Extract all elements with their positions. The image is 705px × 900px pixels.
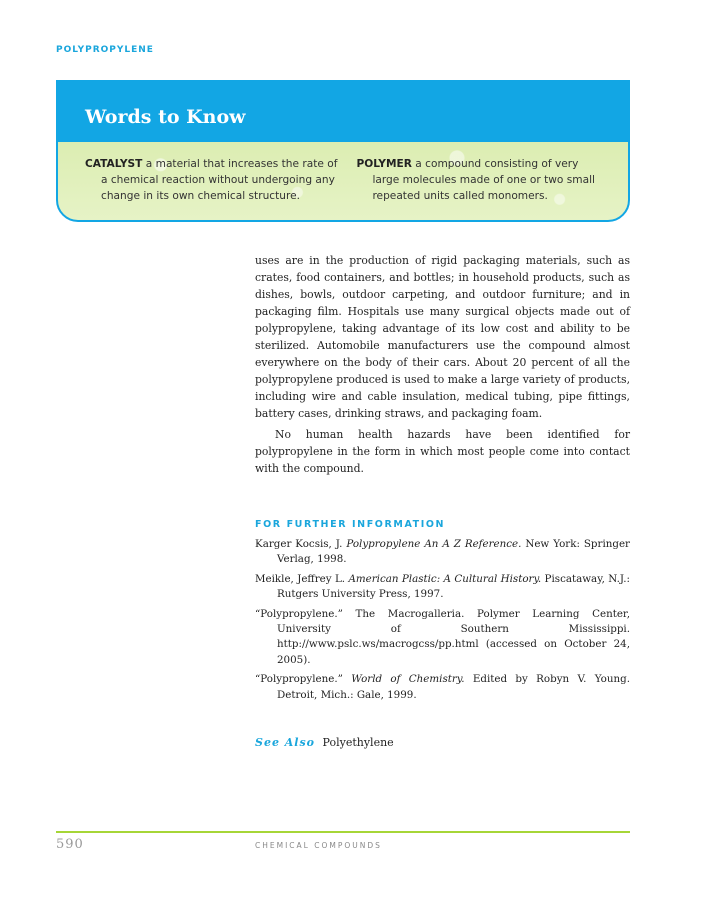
reference-item: [255, 607, 630, 669]
body-text: [255, 252, 630, 481]
reference-item: [255, 672, 630, 703]
reference-title: American Plastic: A Cultural History.: [348, 572, 542, 585]
reference-item: [255, 537, 630, 568]
body-paragraph: No human health hazards have been identified for polypropylene in the form in which most people come into contact with the compound.: [255, 428, 630, 475]
words-to-know-title: Words to Know: [85, 106, 246, 128]
reference-list: [255, 537, 630, 707]
definition-catalyst: [85, 156, 338, 204]
definitions: [85, 156, 608, 204]
further-info-heading: FOR FURTHER INFORMATION: [255, 519, 446, 530]
reference-publication: Piscataway, N.J.: Rutgers University Press, 1997.: [277, 572, 630, 601]
definition-text: a compound consisting of very large molecules made of one or two small repeated units called monomers.: [372, 158, 595, 202]
reference-publication: Edited by Robyn V. Young. Detroit, Mich.: Gale, 1999.: [277, 673, 630, 701]
definition-polymer: [356, 156, 608, 204]
book-title: CHEMICAL COMPOUNDS: [255, 841, 382, 850]
page-number: 590: [56, 837, 84, 852]
definition-term: POLYMER: [356, 158, 412, 170]
reference-item: [255, 572, 630, 603]
see-also-link[interactable]: Polyethylene: [322, 736, 394, 749]
reference-author: “Polypropylene.”: [255, 673, 352, 686]
reference-publication: New York: Springer Verlag, 1998.: [277, 538, 630, 566]
see-also: [255, 736, 394, 749]
footer-rule: [56, 831, 630, 833]
see-also-label: See Also: [255, 736, 316, 749]
body-paragraph: uses are in the production of rigid packaging materials, such as crates, food containers, and bottles; in household products, such as dishes, bowls, outdoor carpeting, and outdoor furniture; and in packaging film. Hospitals use many surgical objects made out of polypropylene, taking advantage of its low cost and ability to be sterilized. Automobile manufacturers use the compound almost everywhere on the body of their cars. About 20 percent of all the polypropylene produced is used to make a large variety of products, including wire and cable insulation, medical tubing, pipe fittings, battery cases, drinking straws, and packaging foam.: [255, 254, 630, 420]
reference-text: “Polypropylene.” The Macrogalleria. Polymer Learning Center, University of Southern Mississippi. http://www.pslc.ws/macrogcss/pp.html (accessed on October 24, 2005).: [255, 607, 630, 666]
running-head: POLYPROPYLENE: [56, 45, 154, 55]
reference-author: Meikle, Jeffrey L.: [255, 572, 349, 585]
words-to-know-header: [58, 82, 628, 142]
definition-term: CATALYST: [85, 158, 143, 170]
words-to-know-box: [56, 80, 630, 222]
reference-title: Polypropylene An A Z Reference.: [346, 538, 522, 550]
definition-text: a material that increases the rate of a chemical reaction without undergoing any change in its own chemical structure.: [101, 158, 338, 202]
reference-author: Karger Kocsis, J.: [255, 538, 347, 550]
reference-title: World of Chemistry.: [351, 673, 465, 686]
